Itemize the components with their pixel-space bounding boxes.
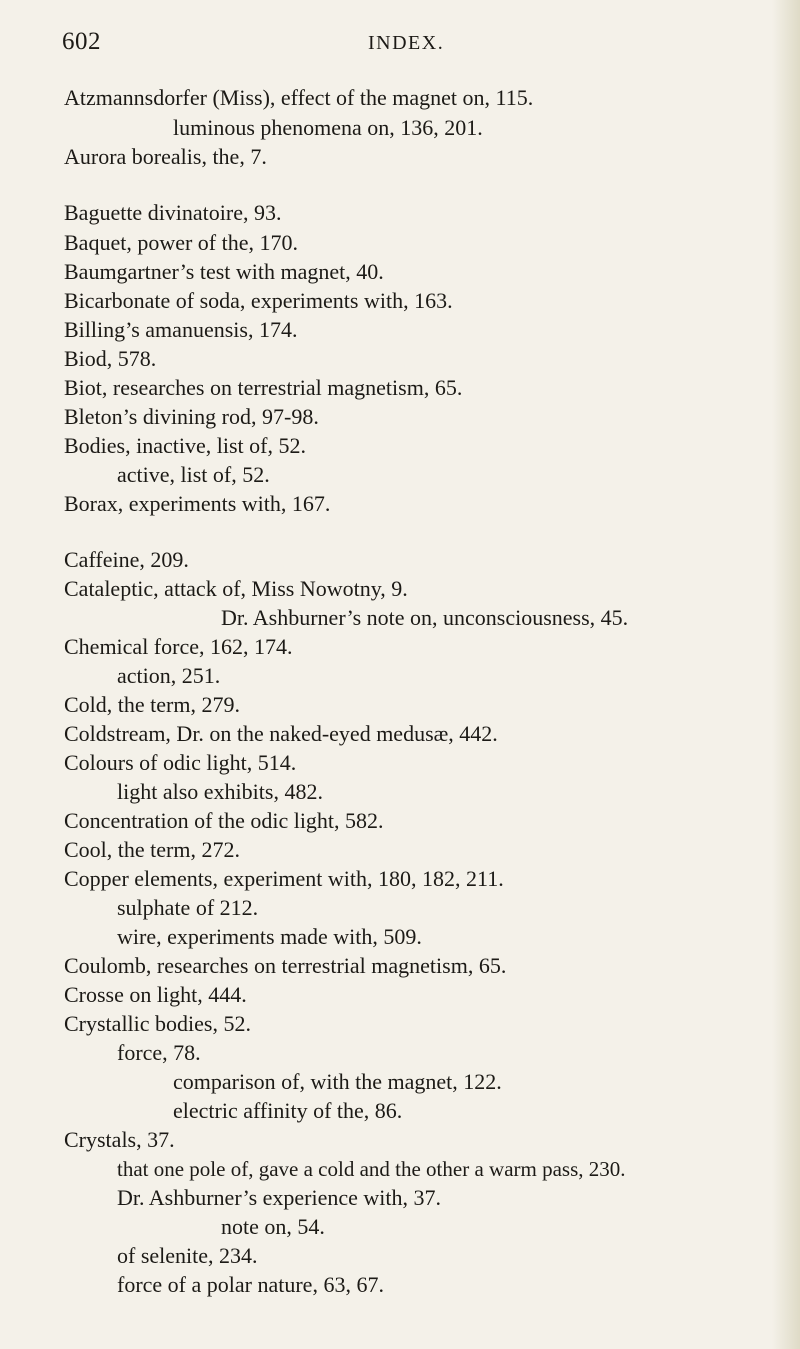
index-entry: Crystallic bodies, 52. [64, 1011, 251, 1036]
index-subentry: force, 78. [117, 1040, 201, 1065]
index-entry: Billing’s amanuensis, 174. [64, 317, 298, 342]
index-subentry: of selenite, 234. [117, 1243, 258, 1268]
index-entry: Borax, experiments with, 167. [64, 491, 331, 516]
index-entry: Aurora borealis, the, 7. [64, 144, 267, 169]
index-entry: Cool, the term, 272. [64, 837, 240, 862]
index-entry: Bodies, inactive, list of, 52. [64, 433, 306, 458]
index-subentry: Dr. Ashburner’s experience with, 37. [117, 1185, 442, 1210]
index-entry: Colours of odic light, 514. [64, 750, 297, 775]
index-entry: Bicarbonate of soda, experiments with, 163. [64, 288, 453, 313]
index-subentry: luminous phenomena on, 136, 201. [173, 115, 483, 140]
running-head: INDEX. [368, 32, 445, 54]
index-subentry: action, 251. [117, 663, 221, 688]
index-entry: Atzmannsdorfer (Miss), effect of the magnet on, 115. [64, 85, 534, 110]
index-entry: Coldstream, Dr. on the naked-eyed medusæ, 442. [64, 721, 498, 746]
index-subentry: sulphate of 212. [117, 895, 259, 920]
index-entry: Baumgartner’s test with magnet, 40. [64, 259, 384, 284]
index-subentry: electric affinity of the, 86. [173, 1098, 403, 1123]
index-subentry: light also exhibits, 482. [117, 779, 323, 804]
index-entry: Cold, the term, 279. [64, 692, 240, 717]
index-entry: Caffeine, 209. [64, 547, 189, 572]
index-subentry: that one pole of, gave a cold and the other a warm pass, 230. [117, 1157, 626, 1181]
page-header [62, 28, 722, 68]
index-subentry: force of a polar nature, 63, 67. [117, 1272, 384, 1297]
index-entry: Crosse on light, 444. [64, 982, 247, 1007]
index-subentry: wire, experiments made with, 509. [117, 924, 422, 949]
index-entry: Coulomb, researches on terrestrial magnetism, 65. [64, 953, 507, 978]
index-entry: Baquet, power of the, 170. [64, 230, 298, 255]
index-subentry: Dr. Ashburner’s note on, unconsciousness, 45. [221, 605, 629, 630]
index-subentry: comparison of, with the magnet, 122. [173, 1069, 502, 1094]
page-number: 602 [62, 28, 101, 55]
index-entry: Baguette divinatoire, 93. [64, 200, 282, 225]
index-subentry: active, list of, 52. [117, 462, 270, 487]
index-entry: Cataleptic, attack of, Miss Nowotny, 9. [64, 576, 408, 601]
index-entry: Copper elements, experiment with, 180, 182, 211. [64, 866, 504, 891]
index-entry: Bleton’s divining rod, 97-98. [64, 404, 319, 429]
index-entry: Chemical force, 162, 174. [64, 634, 293, 659]
index-subentry: note on, 54. [221, 1214, 325, 1239]
index-entry: Concentration of the odic light, 582. [64, 808, 384, 833]
index-entry: Biot, researches on terrestrial magnetism, 65. [64, 375, 463, 400]
index-entry: Crystals, 37. [64, 1127, 175, 1152]
index-entry: Biod, 578. [64, 346, 157, 371]
